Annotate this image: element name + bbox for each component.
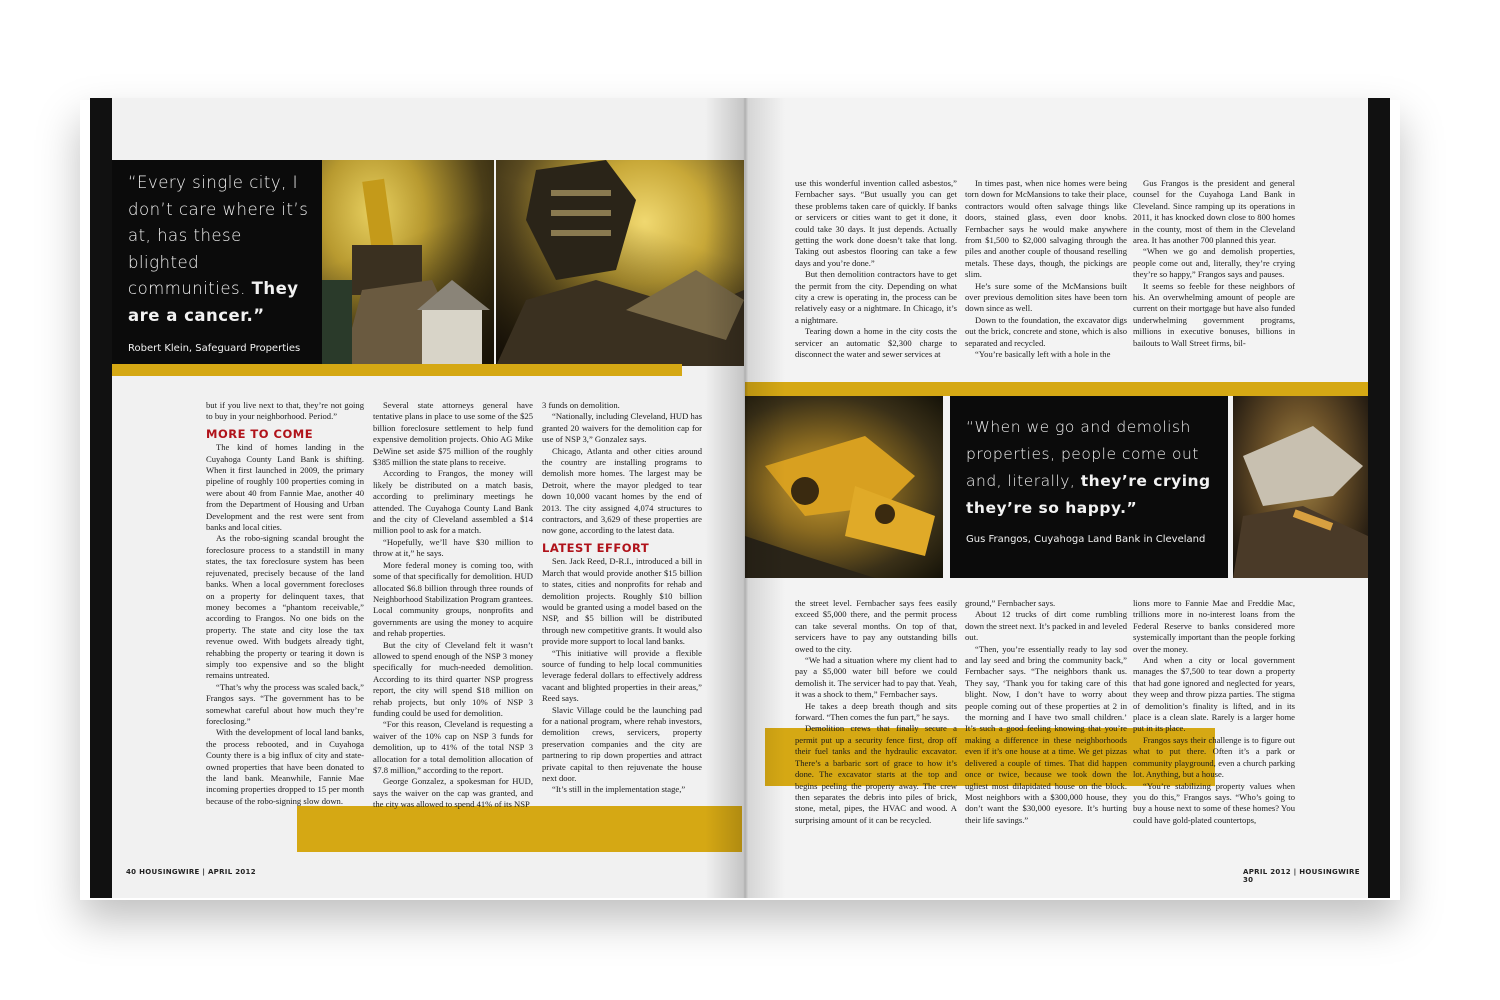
- left-pull-quote-attribution: Robert Klein, Safeguard Properties: [128, 343, 301, 354]
- left-column-3: [542, 400, 702, 796]
- paragraph: In times past, when nice homes were being torn down for McMansions to take their place, contractors would often salvage things like doors, stained glass, even door knobs. Fernbacher says he would make anywhere from $1,500 to $2,000 salvaging through the piles and another couple of thousand reselling metals. These days, though, the pickings are slim.: [965, 178, 1127, 280]
- paragraph: George Gonzalez, a spokesman for HUD, says the waiver on the cap was granted, and the city was allowed to spend 41% of its NSP: [373, 776, 533, 810]
- paragraph: As the robo-signing scandal brought the foreclosure process to a standstill in many states, the tax foreclosure system has been rejuvenated, precisely because of the land banks. When a local government forecloses on a property for delinquent taxes, that money becomes a “phantom receivable,” according to Frangos. No one bids on the property. The state and city lose the tax revenue owed. With budgets already tight, rehabbing the property or tearing it down is simply too expensive and so the blight remains untreated.: [206, 533, 364, 681]
- paragraph: “You’re basically left with a hole in the: [975, 349, 1111, 360]
- excavator-silhouette-icon: [322, 160, 494, 366]
- paragraph: 3 funds on demolition.: [542, 400, 620, 410]
- rubble-silhouette-icon: [1233, 396, 1368, 578]
- right-accent-bar: [745, 382, 1368, 396]
- left-page: [90, 98, 745, 898]
- paragraph: Down to the foundation, the excavator digs out the brick, concrete and stone, which is also separated and recycled.: [965, 314, 1127, 348]
- paragraph: According to Frangos, the money will likely be distributed on a match basis, according to preliminary meetings he attended. The Cuyahoga County Land Bank and the city of Cleveland assembled a $14 million pool to ask for a match.: [373, 468, 533, 536]
- left-column-1: [206, 400, 364, 807]
- left-accent-bar: [112, 364, 682, 376]
- paragraph: lions more to Fannie Mae and Freddie Mac, trillions more in no-interest loans from the Federal Reserve to banks considered more systemically important than the people forking over the money.: [1133, 598, 1295, 654]
- paragraph: “For this reason, Cleveland is requesting a waiver of the 10% cap on NSP 3 funds for demolition, up to 41% of the total NSP 3 allocation for a total demolition allocation of $7.8 million,” according to the report.: [373, 719, 533, 775]
- paragraph: Slavic Village could be the launching pad for a national program, where rehab investors, demolition crews, servicers, property preservation companies and the city are partnering to rip down properties and attract private capital to then rejuvenate the house next door.: [542, 704, 702, 783]
- section-heading-more-to-come: MORE TO COME: [206, 426, 314, 441]
- paragraph: the street level. Fernbacher says fees easily exceed $5,000 there, and the permit process can take several months. On top of that, servicers have to pay any outstanding bills owed to the city.: [795, 598, 957, 654]
- paragraph: ground,” Fernbacher says.: [965, 598, 1056, 608]
- paragraph: “When we go and demolish properties, people come out and, literally, they’re crying they’re so happy,” Frangos says and pauses.: [1133, 246, 1295, 280]
- demolition-excavator-photo: [322, 160, 494, 366]
- paragraph: The kind of homes landing in the Cuyahoga County Land Bank is shifting. When it first launched in 2009, the primary pipeline of roughly 100 properties coming in were about 40 from Fannie Mae, another 40 from the Department of Housing and Urban Development and the rest were sent from banks and local cities.: [206, 442, 364, 533]
- right-pull-quote-attribution: Gus Frangos, Cuyahoga Land Bank in Cleveland: [966, 534, 1206, 545]
- left-folio: 40 HOUSINGWIRE | APRIL 2012: [126, 868, 256, 876]
- excavator-arm-icon: [745, 396, 943, 578]
- paragraph: But the city of Cleveland felt it wasn’t allowed to spend enough of the NSP 3 money specifically for much-needed demolition. According to its third quarter NSP progress report, the city will spend $18 million on rehab projects, but only 10% of NSP 3 funding could be used for demolition.: [373, 639, 533, 718]
- right-top-column-3: [1133, 178, 1295, 349]
- rubble-photo: [1233, 396, 1368, 578]
- paragraph: He takes a deep breath though and sits forward. “Then comes the fun part,” he says.: [795, 700, 957, 723]
- paragraph: More federal money is coming too, with some of that specifically for demolition. HUD allocated $6.8 billion through three rounds of Neighborhood Stabilization Program grantees. Local community groups, nonprofits and governments are using the money to acquire and rehab properties.: [373, 559, 533, 639]
- paragraph: But then demolition contractors have to get the permit from the city. Depending on what city a crew is operating in, the process can be relatively easy or a nightmare. In Chicago, it’s a nightmare.: [795, 269, 957, 325]
- paragraph: Frangos says their challenge is to figure out what to put there. Often it’s a park or community playground, even a church parking lot. Anything, but a house.: [1133, 734, 1295, 780]
- paragraph: “Hopefully, we’ll have $30 million to throw at it,” he says.: [373, 536, 533, 559]
- right-pull-quote: [950, 396, 1228, 578]
- paragraph: Chicago, Atlanta and other cities around the country are installing programs to demolish more homes. The largest may be Detroit, where the mayor pledged to tear down 10,000 vacant homes by the end of 2013. The city assigned 4,074 structures to contractors, and 3,629 of these properties are now gone, according to the latest data.: [542, 445, 702, 536]
- right-folio: APRIL 2012 | HOUSINGWIRE 30: [1243, 868, 1360, 884]
- paragraph: “This initiative will provide a flexible source of funding to help local communities leverage federal dollars to effectively address vacant and blighted properties in their areas,” Reed says.: [542, 647, 702, 704]
- right-top-column-1: [795, 178, 957, 361]
- section-heading-latest-effort: LATEST EFFORT: [542, 540, 650, 555]
- paragraph: “We had a situation where my client had to pay a $5,000 water bill before we could demolish it. The servicer had to pay that. Yeah, it was a shock to them,” Fernbacher says.: [795, 655, 957, 700]
- paragraph: but if you live next to that, they’re not going to buy in your neighborhood. Period.”: [206, 400, 364, 422]
- paragraph: With the development of local land banks, the process rebooted, and in Cuyahoga County there is a big influx of city and state-owned properties that have been donated to the land bank. Meanwhile, Fannie Mae incoming properties dropped to 15 per month because of the robo-signing slow down.: [206, 727, 364, 806]
- paragraph: About 12 trucks of dirt come rumbling down the street next. It’s packed in and leveled out.: [965, 609, 1127, 643]
- left-column-2: [373, 400, 533, 811]
- right-top-column-2: [965, 178, 1127, 361]
- right-page: [745, 98, 1390, 898]
- paragraph: And when a city or local government manages the $7,500 to tear down a property that had gone ignored and neglected for years, they weep and throw pizza parties. The stigma of demolition’s finality is lifted, and in its place is a clean slate. Rarely is a larger home put in its place.: [1133, 655, 1295, 734]
- right-bottom-column-3: [1133, 598, 1295, 826]
- paragraph: “Nationally, including Cleveland, HUD has granted 20 waivers for the demolition cap for use of NSP 3,” Gonzalez says.: [542, 411, 702, 445]
- demolition-debris-photo: [496, 160, 744, 366]
- paragraph: It seems so feeble for these neighbors of his. An overwhelming amount of people are current on their mortgage but have also funded underwhelming government programs, millions in executive bonuses, billions in bailouts to Wall Street firms, bil-: [1133, 280, 1295, 348]
- paragraph: use this wonderful invention called asbestos,” Fernbacher says. “But usually you can get these problems taken care of quickly. If banks or servicers or cities want to get it done, it could take 30 days. It just depends. Actually getting the work done doesn’t take that long. Taking out asbestos flooring can take a few days and you’re done.”: [795, 178, 957, 268]
- right-bottom-column-1: [795, 598, 957, 826]
- paragraph: Sen. Jack Reed, D-R.I., introduced a bill in March that would provide another $15 billion to states, cities and nonprofits for rehab and demolition projects. Roughly $10 billion would be granted using a model based on the NSP, and $5 billion will be distributed through new competitive grants. It would also provide more support to local land banks.: [542, 556, 702, 647]
- paragraph: He’s sure some of the McMansions built over previous demolition sites have been torn down since as well.: [965, 280, 1127, 314]
- paragraph: “That’s why the process was scaled back,” Frangos says. “The government has to be somewhat careful about how much they’re foreclosing.”: [206, 681, 364, 726]
- paragraph: Several state attorneys general have tentative plans in place to use some of the $25 billion foreclosure settlement to help fund expensive demolition projects. Ohio AG Mike DeWine set aside $75 million of the roughly $385 million the state plans to receive.: [373, 400, 533, 468]
- excavator-arm-photo: [745, 396, 943, 578]
- debris-silhouette-icon: [496, 160, 744, 366]
- paragraph: Demolition crews that finally secure a permit put up a security fence first, drop off their fuel tanks and the hydraulic excavator. There’s a barbaric sort of grace to how it’s done. The excavator starts at the top and begins peeling the property away. The crew then separates the debris into piles of brick, stone, metal, pipes, the HVAC and wood. A surprising amount of it can be recycled.: [795, 723, 957, 825]
- paragraph: Tearing down a home in the city costs the servicer an automatic $2,300 charge to disconnect the water and sewer services at: [795, 326, 957, 360]
- left-bottom-accent-bar: [297, 806, 742, 852]
- right-pull-quote-text: “When we go and demolish properties, people come out and, literally, they’re crying they’re so happy.”: [966, 418, 1211, 517]
- paragraph: “You’re stabilizing property values when you do this,” Frangos says. “Who’s going to buy a house next to some of these homes? You could have gold-plated countertops,: [1133, 780, 1295, 825]
- left-pull-quote-text: “Every single city, I don’t care where it’s at, has these blighted communities. They are a cancer.”: [128, 173, 309, 325]
- paragraph: “Then, you’re essentially ready to lay sod and lay seed and bring the community back,” Fernbacher says. “The neighbors thank us. They say, ‘Thank you for taking care of this blight. Now, I don’t have to worry about people coming out of these properties at 2 in the morning and I have two small children.’ It’s such a good feeling knowing that you’re making a difference in these neighborhoods even if it’s one house at a time. We get pizzas delivered a couple of times. That did happen once or twice, because we took down the ugliest most dilapidated house on the block. Most neighbors with a $300,000 house, they don’t want the $30,000 eyesore. It’s hurting their life savings.”: [965, 643, 1127, 825]
- paragraph: Gus Frangos is the president and general counsel for the Cuyahoga Land Bank in Cleveland. Since ramping up its operations in 2011, it has knocked down close to 800 homes in the county, most of them in the Cleveland area. It has another 700 planned this year.: [1133, 178, 1295, 246]
- paragraph: “It’s still in the implementation stage,”: [552, 784, 686, 795]
- right-bottom-column-2: [965, 598, 1127, 826]
- left-pull-quote: [112, 160, 322, 366]
